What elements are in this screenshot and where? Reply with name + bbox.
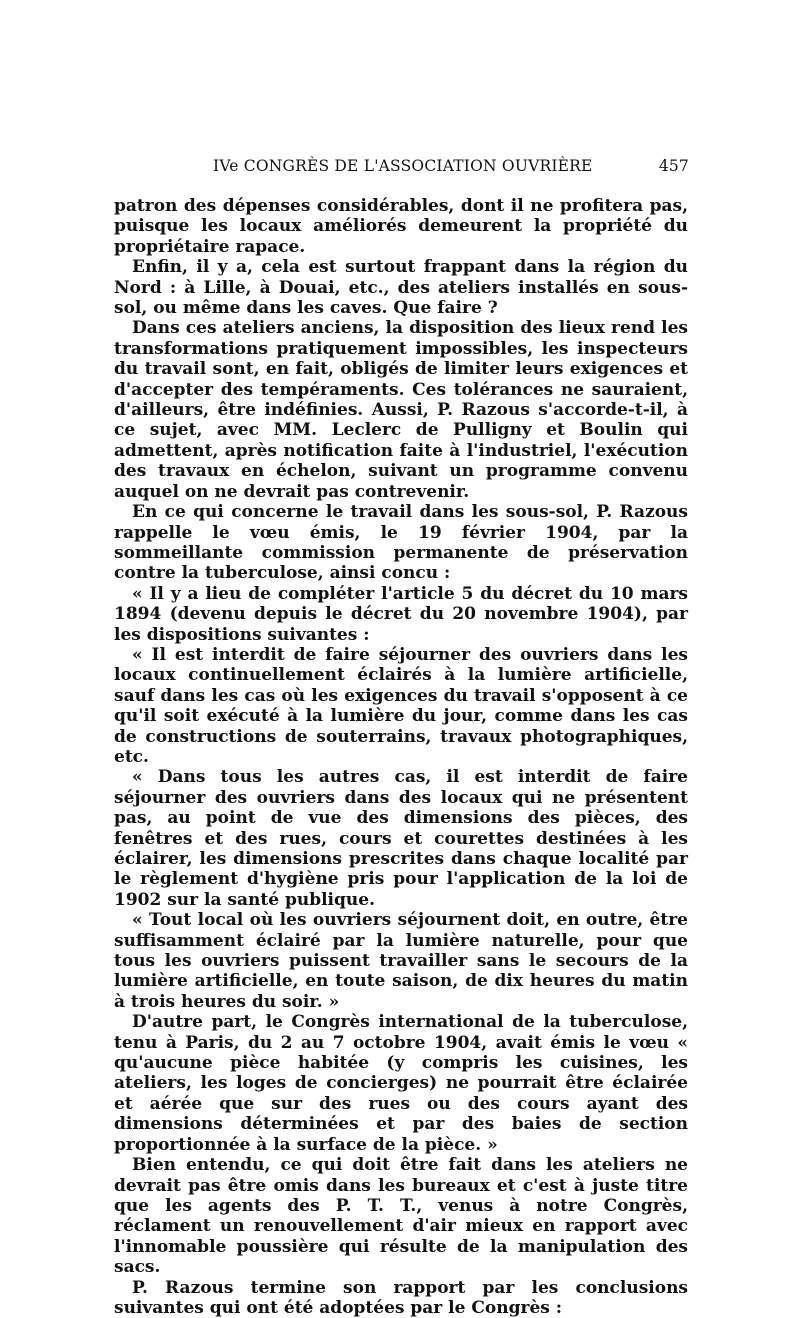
running-header [213,157,689,181]
quoted-paragraph: « Il y a lieu de compléter l'article 5 du décret du 10 mars 1894 (devenu depuis le décret du 20 novembre 1904), par les dispositions suivantes : [114,583,688,645]
quoted-paragraph: « Il est interdit de faire séjourner des ouvriers dans les locaux continuellement éclairés à la lumière artificielle, sauf dans les cas où les exigences du travail s'opposent à ce qu'il soit exécuté à la lumière du jour, comme dans les cas de constructions de souterrains, travaux photographiques, etc. [114,644,688,767]
paragraph: Bien entendu, ce qui doit être fait dans les ateliers ne devrait pas être omis dans les bureaux et c'est à juste titre que les agents des P. T. T., venus à notre Congrès, réclament un renouvellement d'air mieux en rapport avec l'innomable poussière qui résulte de la manipulation des sacs. [114,1155,688,1278]
paragraph: D'autre part, le Congrès international de la tuberculose, tenu à Paris, du 2 au 7 octobre 1904, avait émis le vœu « qu'aucune pièce habitée (y compris les cuisines, les ateliers, les loges de concierges) ne pourrait être éclairée et aérée que sur des rues ou des cours ayant des dimensions déterminées et par des baies de section proportionnée à la surface de la pièce. » [114,1012,688,1155]
running-title: IVe CONGRÈS DE L'ASSOCIATION OUVRIÈRE [213,157,593,175]
page-number: 457 [658,157,689,175]
page-body [114,196,688,1318]
paragraph-continuation: patron des dépenses considérables, dont il ne profitera pas, puisque les locaux améliorés demeurent la propriété du propriétaire rapace. [114,196,688,257]
paragraph: Dans ces ateliers anciens, la disposition des lieux rend les transformations pratiquement impossibles, les inspecteurs du travail sont, en fait, obligés de limiter leurs exigences et d'accepter des tempéraments. Ces tolérances ne sauraient, d'ailleurs, être indéfinies. Aussi, P. Razous s'accorde-t-il, à ce sujet, avec MM. Leclerc de Pulligny et Boulin qui admettent, après notification faite à l'industriel, l'exécution des travaux en échelon, suivant un programme convenu auquel on ne devrait pas contrevenir. [114,318,688,502]
paragraph: Enfin, il y a, cela est surtout frappant dans la région du Nord : à Lille, à Douai, etc., des ateliers installés en sous-sol, ou même dans les caves. Que faire ? [114,257,688,319]
quoted-paragraph: « Dans tous les autres cas, il est interdit de faire séjourner des ouvriers dans des locaux qui ne présentent pas, au point de vue des dimensions des pièces, des fenêtres et des rues, cours et courettes destinées à les éclairer, les dimensions prescrites dans chaque localité par le règlement d'hygiène pris pour l'application de la loi de 1902 sur la santé publique. [114,767,688,910]
paragraph: P. Razous termine son rapport par les conclusions suivantes qui ont été adoptées par le Congrès : [114,1277,688,1318]
quoted-paragraph: « Tout local où les ouvriers séjournent doit, en outre, être suffisamment éclairé par la lumière naturelle, pour que tous les ouvriers puissent travailler sans le secours de la lumière artificielle, en toute saison, de dix heures du matin à trois heures du soir. » [114,910,688,1012]
paragraph: En ce qui concerne le travail dans les sous-sol, P. Razous rappelle le vœu émis, le 19 février 1904, par la sommeillante commission permanente de préservation contre la tuberculose, ainsi concu : [114,502,688,584]
